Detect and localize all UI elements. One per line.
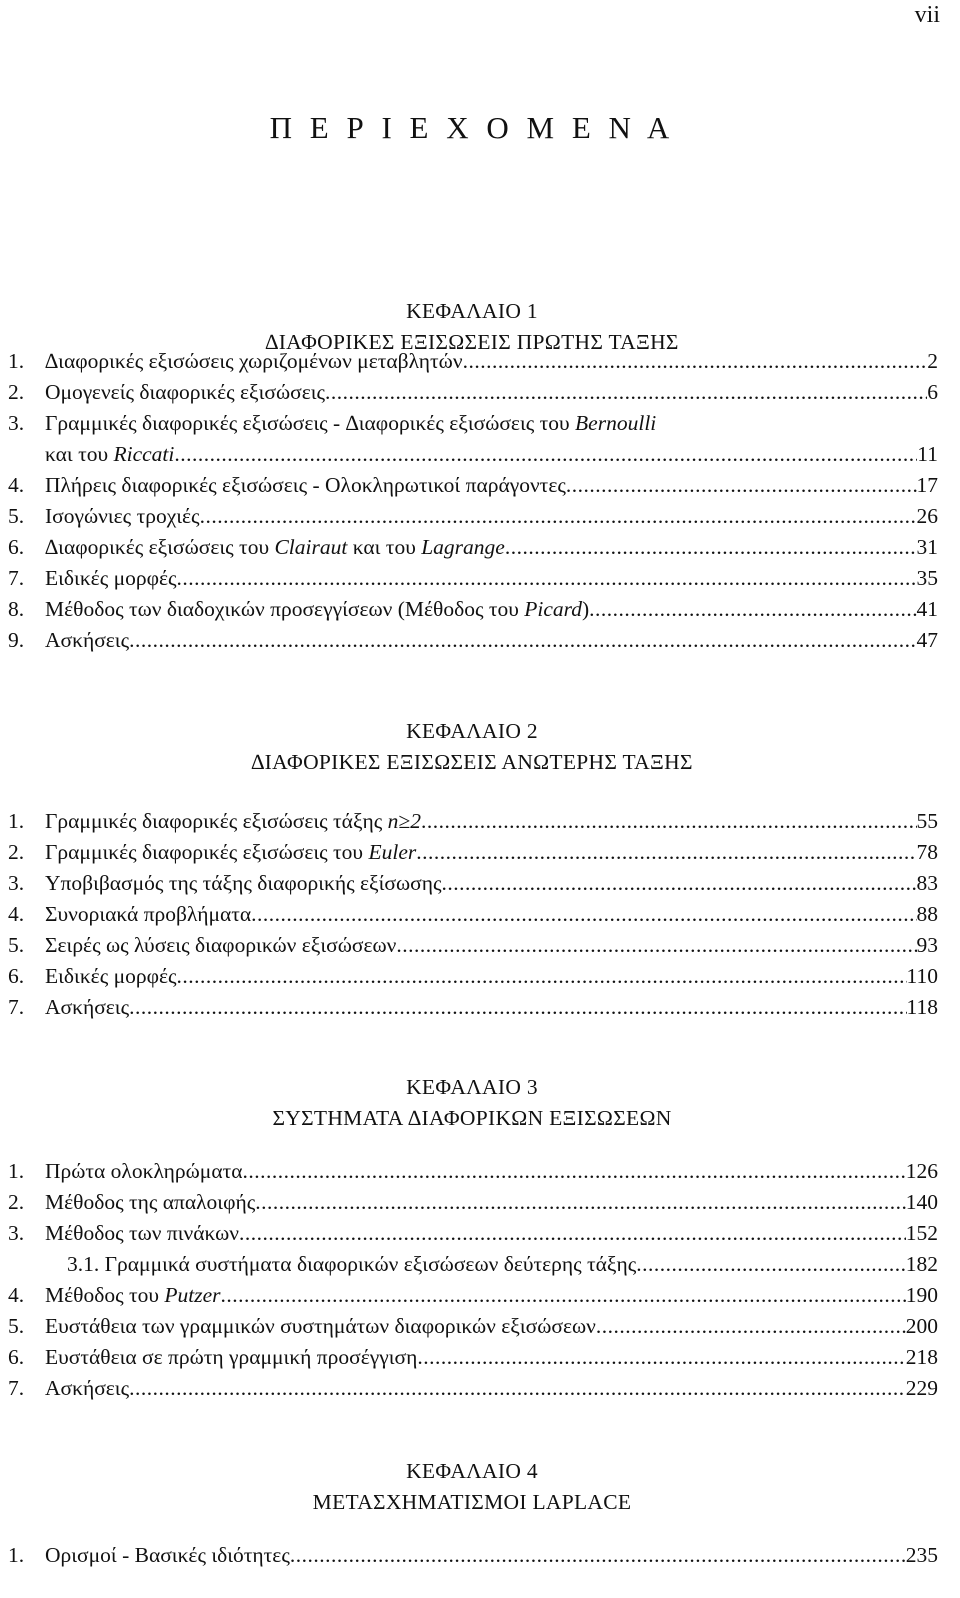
toc-entry-body bbox=[45, 868, 938, 899]
toc-entry-page: 31 bbox=[916, 535, 938, 559]
toc-entry-body bbox=[45, 625, 938, 656]
toc-entry-page: 2 bbox=[927, 349, 938, 373]
toc-entry-page: 6 bbox=[927, 380, 938, 404]
toc-entry-title-italic: Lagrange bbox=[421, 535, 505, 559]
toc-entry-title bbox=[45, 563, 177, 594]
toc-entry-number: 8. bbox=[8, 597, 25, 621]
toc-list-chapter-2 bbox=[8, 806, 938, 1023]
toc-entry-title-italic: Putzer bbox=[164, 1283, 221, 1307]
toc-entry-page: 93 bbox=[916, 933, 938, 957]
toc-entry-body bbox=[45, 992, 938, 1023]
toc-entry-page: 78 bbox=[916, 840, 938, 864]
toc-entry bbox=[8, 899, 938, 930]
toc-entry-title bbox=[45, 1373, 129, 1404]
toc-entry-number: 9. bbox=[8, 628, 25, 652]
toc-entry-number: 5. bbox=[8, 504, 25, 528]
toc-entry-page: 235 bbox=[905, 1543, 938, 1567]
toc-entry bbox=[8, 1342, 938, 1373]
toc-entry-number: 1. bbox=[8, 809, 25, 833]
toc-entry-title bbox=[45, 594, 589, 625]
toc-entry bbox=[8, 930, 938, 961]
toc-entry bbox=[8, 625, 938, 656]
toc-entry-number: 3. bbox=[8, 411, 25, 435]
toc-entry-number: 3. bbox=[8, 1221, 25, 1245]
toc-entry-title-text: Πρώτα ολοκληρώματα bbox=[45, 1159, 243, 1183]
toc-entry-body bbox=[45, 899, 938, 930]
toc-entry-number: 5. bbox=[8, 1314, 25, 1338]
chapter-name: ∆ΙΑΦΟΡΙΚΕΣ ΕΞΙΣΩΣΕΙΣ ΑΝΩΤΕΡΗΣ ΤΑΞΗΣ bbox=[251, 750, 693, 774]
toc-dot-leader bbox=[200, 501, 917, 532]
toc-entry bbox=[8, 806, 938, 837]
toc-entry-title-text: Μέθοδος των διαδοχικών προσεγγίσεων (Μέθοδος του bbox=[45, 597, 525, 621]
toc-entry-number: 7. bbox=[8, 1376, 25, 1400]
toc-entry-number: 1. bbox=[8, 1543, 25, 1567]
toc-entry bbox=[8, 1187, 938, 1218]
toc-entry-body bbox=[45, 377, 938, 408]
toc-entry-title-italic: Clairaut bbox=[274, 535, 348, 559]
toc-entry-title bbox=[67, 1249, 636, 1280]
toc-entry-number: 5. bbox=[8, 933, 25, 957]
toc-entry bbox=[8, 1249, 938, 1280]
toc-entry-body bbox=[45, 961, 938, 992]
toc-entry bbox=[8, 1280, 938, 1311]
toc-dot-leader bbox=[221, 1280, 906, 1311]
toc-entry bbox=[8, 377, 938, 408]
toc-dot-leader bbox=[129, 625, 916, 656]
toc-entry bbox=[8, 992, 938, 1023]
toc-list-chapter-4 bbox=[8, 1540, 938, 1571]
toc-entry-body bbox=[45, 1156, 938, 1187]
toc-entry-title-text: Μέθοδος των πινάκων bbox=[45, 1221, 239, 1245]
toc-entry-number: 4. bbox=[8, 473, 25, 497]
toc-dot-leader bbox=[566, 470, 917, 501]
toc-entry-body bbox=[45, 1342, 938, 1373]
toc-entry bbox=[8, 1373, 938, 1404]
toc-entry-title bbox=[45, 532, 505, 563]
toc-entry-number: 7. bbox=[8, 566, 25, 590]
toc-dot-leader bbox=[177, 961, 907, 992]
toc-entry-page: 126 bbox=[905, 1159, 938, 1183]
toc-entry-title bbox=[45, 439, 174, 470]
toc-entry-title bbox=[45, 868, 442, 899]
chapter-name: ΜΕΤΑΣΧΗΜΑΤΙΣΜΟΙ LAPLACE bbox=[312, 1490, 632, 1514]
toc-entry bbox=[8, 1540, 938, 1571]
toc-entry-body bbox=[45, 1187, 938, 1218]
toc-entry-title-text: και του bbox=[45, 442, 114, 466]
toc-entry-title-text: Ασκήσεις bbox=[45, 628, 130, 652]
toc-entry-page: 218 bbox=[905, 1345, 938, 1369]
toc-dot-leader bbox=[129, 992, 906, 1023]
toc-entry-page: 152 bbox=[905, 1221, 938, 1245]
toc-entry-title bbox=[45, 1280, 221, 1311]
toc-entry-title-text: και του bbox=[347, 535, 422, 559]
toc-entry-body bbox=[45, 532, 938, 563]
toc-entry-page: 26 bbox=[916, 504, 938, 528]
toc-entry bbox=[8, 408, 938, 439]
toc-entry bbox=[8, 563, 938, 594]
toc-entry-title-text: Γραμμικές διαφορικές εξισώσεις τάξης bbox=[45, 809, 388, 833]
toc-entry bbox=[8, 961, 938, 992]
toc-entry-page: 11 bbox=[917, 442, 938, 466]
toc-entry-number: 2. bbox=[8, 840, 25, 864]
toc-dot-leader bbox=[251, 899, 916, 930]
toc-entry-title bbox=[45, 470, 566, 501]
toc-dot-leader bbox=[589, 594, 916, 625]
toc-entry-title-text: 3.1. Γραμμικά συστήματα διαφορικών εξισώσεων δεύτερης τάξης bbox=[67, 1252, 637, 1276]
toc-entry-title bbox=[45, 501, 200, 532]
toc-dot-leader bbox=[396, 930, 916, 961]
toc-entry-page: 35 bbox=[916, 566, 938, 590]
toc-entry-number: 4. bbox=[8, 902, 25, 926]
toc-entry-page: 41 bbox=[916, 597, 938, 621]
chapter-name: ΣΥΣΤΗΜΑΤΑ ∆ΙΑΦΟΡΙΚΩΝ ΕΞΙΣΩΣΕΩΝ bbox=[272, 1106, 672, 1130]
toc-entry-page: 118 bbox=[906, 995, 938, 1019]
toc-entry-body bbox=[45, 439, 938, 470]
toc-dot-leader bbox=[255, 1187, 906, 1218]
toc-entry-number: 6. bbox=[8, 535, 25, 559]
toc-dot-leader bbox=[325, 377, 927, 408]
toc-dot-leader bbox=[129, 1373, 906, 1404]
toc-entry-body bbox=[45, 1373, 938, 1404]
toc-entry-body bbox=[45, 501, 938, 532]
toc-dot-leader bbox=[463, 346, 928, 377]
toc-entry-page: 110 bbox=[906, 964, 938, 988]
toc-entry-title bbox=[45, 930, 396, 961]
toc-entry-page: 140 bbox=[905, 1190, 938, 1214]
toc-entry bbox=[8, 470, 938, 501]
toc-entry-body bbox=[45, 806, 938, 837]
toc-entry-body bbox=[45, 594, 938, 625]
toc-entry-number: 7. bbox=[8, 995, 25, 1019]
toc-entry-number: 4. bbox=[8, 1283, 25, 1307]
toc-list-chapter-3 bbox=[8, 1156, 938, 1404]
toc-entry bbox=[8, 1156, 938, 1187]
toc-entry-title-text: Υποβιβασμός της τάξης διαφορικής εξίσωσης bbox=[45, 871, 442, 895]
toc-dot-leader bbox=[416, 837, 916, 868]
toc-entry-title-text: Ευστάθεια σε πρώτη γραμμική προσέγγιση bbox=[45, 1345, 418, 1369]
page-number: vii bbox=[914, 2, 940, 28]
chapter-label: ΚΕΦΑΛΑΙΟ 3 bbox=[406, 1075, 538, 1099]
toc-entry-title-text: Πλήρεις διαφορικές εξισώσεις - Ολοκληρωτικοί παράγοντες bbox=[45, 473, 566, 497]
toc-dot-leader bbox=[417, 1342, 905, 1373]
toc-entry-number: 3. bbox=[8, 871, 25, 895]
toc-entry-title bbox=[45, 992, 129, 1023]
toc-entry-body bbox=[67, 1249, 938, 1280]
toc-entry-body bbox=[45, 470, 938, 501]
toc-entry-page: 190 bbox=[905, 1283, 938, 1307]
toc-entry-title-text: Σειρές ως λύσεις διαφορικών εξισώσεων bbox=[45, 933, 397, 957]
toc-entry-title-text: Ισογώνιες τροχιές bbox=[45, 504, 200, 528]
toc-entry-number: 6. bbox=[8, 964, 25, 988]
toc-dot-leader bbox=[177, 563, 917, 594]
toc-entry-title bbox=[45, 806, 421, 837]
toc-entry-number: 1. bbox=[8, 1159, 25, 1183]
toc-entry bbox=[8, 868, 938, 899]
toc-entry-title-text: Ορισμοί - Βασικές ιδιότητες bbox=[45, 1543, 290, 1567]
chapter-heading-4 bbox=[0, 1456, 944, 1518]
chapter-label: ΚΕΦΑΛΑΙΟ 1 bbox=[406, 299, 538, 323]
toc-list-chapter-1 bbox=[8, 346, 938, 656]
toc-entry-title-text: Γραμμικές διαφορικές εξισώσεις - ∆ιαφορικές εξισώσεις του bbox=[45, 411, 576, 435]
toc-entry-title bbox=[45, 346, 463, 377]
toc-entry-title-text: Ασκήσεις bbox=[45, 995, 130, 1019]
toc-entry-title-text: Ειδικές μορφές bbox=[45, 964, 177, 988]
toc-entry-page: 47 bbox=[916, 628, 938, 652]
toc-entry-body bbox=[45, 930, 938, 961]
toc-dot-leader bbox=[239, 1218, 906, 1249]
toc-entry-number: 2. bbox=[8, 1190, 25, 1214]
toc-entry-body bbox=[45, 408, 938, 439]
toc-entry-title-text: Ομογενείς διαφορικές εξισώσεις bbox=[45, 380, 326, 404]
toc-entry-body bbox=[45, 1218, 938, 1249]
toc-entry-title-text: Ειδικές μορφές bbox=[45, 566, 177, 590]
toc-entry bbox=[8, 837, 938, 868]
toc-entry-title-text: Μέθοδος της απαλοιφής bbox=[45, 1190, 256, 1214]
toc-entry bbox=[8, 594, 938, 625]
toc-entry-number: 6. bbox=[8, 1345, 25, 1369]
toc-entry-title bbox=[45, 961, 177, 992]
toc-dot-leader bbox=[243, 1156, 906, 1187]
toc-entry bbox=[8, 532, 938, 563]
toc-entry-title-text: ∆ιαφορικές εξισώσεις χωριζομένων μεταβλητών bbox=[45, 349, 463, 373]
toc-entry bbox=[8, 501, 938, 532]
toc-entry-page: 83 bbox=[916, 871, 938, 895]
toc-dot-leader bbox=[421, 806, 917, 837]
toc-entry-title-text: Μέθοδος του bbox=[45, 1283, 165, 1307]
toc-entry-title bbox=[45, 1311, 596, 1342]
toc-entry-page: 182 bbox=[905, 1252, 938, 1276]
toc-entry-title bbox=[45, 899, 251, 930]
toc-dot-leader bbox=[596, 1311, 906, 1342]
toc-dot-leader bbox=[290, 1540, 906, 1571]
toc-entry-title-text: Ασκήσεις bbox=[45, 1376, 130, 1400]
chapter-heading-3 bbox=[0, 1072, 944, 1134]
toc-entry-title bbox=[45, 625, 129, 656]
toc-entry bbox=[8, 346, 938, 377]
toc-entry-title bbox=[45, 1218, 239, 1249]
toc-entry-title-text: ∆ιαφορικές εξισώσεις του bbox=[45, 535, 275, 559]
toc-dot-leader bbox=[636, 1249, 905, 1280]
toc-entry-number: 2. bbox=[8, 380, 25, 404]
toc-entry-title-text: Γραμμικές διαφορικές εξισώσεις του bbox=[45, 840, 369, 864]
toc-entry-page: 55 bbox=[916, 809, 938, 833]
toc-entry-body bbox=[45, 1540, 938, 1571]
toc-entry-number: 1. bbox=[8, 349, 25, 373]
toc-entry-title bbox=[45, 1156, 243, 1187]
toc-entry-title bbox=[45, 377, 325, 408]
toc-entry-body bbox=[45, 1280, 938, 1311]
toc-entry-title-italic: Euler bbox=[368, 840, 417, 864]
toc-entry-title-text: Συνοριακά προβλήματα bbox=[45, 902, 252, 926]
toc-entry bbox=[8, 439, 938, 470]
toc-entry-title-italic: Picard bbox=[524, 597, 582, 621]
toc-entry-title bbox=[45, 1342, 417, 1373]
toc-entry bbox=[8, 1311, 938, 1342]
toc-entry-title-italic: n≥2 bbox=[387, 809, 421, 833]
toc-entry-title-italic: Riccati bbox=[113, 442, 175, 466]
toc-entry-title-text: Ευστάθεια των γραμμικών συστημάτων διαφορικών εξισώσεων bbox=[45, 1314, 596, 1338]
chapter-label: ΚΕΦΑΛΑΙΟ 2 bbox=[406, 719, 538, 743]
toc-entry-page: 229 bbox=[905, 1376, 938, 1400]
chapter-name: ∆ΙΑΦΟΡΙΚΕΣ ΕΞΙΣΩΣΕΙΣ ΠΡΩΤΗΣ ΤΑΞΗΣ bbox=[265, 330, 679, 354]
toc-entry-title bbox=[45, 1187, 255, 1218]
toc-entry-title bbox=[45, 1540, 290, 1571]
toc-entry-body bbox=[45, 346, 938, 377]
toc-entry-page: 17 bbox=[916, 473, 938, 497]
page-title: Π Ε Ρ Ι Ε Χ Ο Μ Ε Ν Α bbox=[269, 110, 675, 145]
toc-entry-title-text: ) bbox=[582, 597, 590, 621]
toc-entry-body bbox=[45, 837, 938, 868]
chapter-heading-2 bbox=[0, 716, 944, 778]
toc-entry-body bbox=[45, 1311, 938, 1342]
toc-entry-title bbox=[45, 408, 656, 439]
toc-dot-leader bbox=[505, 532, 917, 563]
toc-entry-page: 88 bbox=[916, 902, 938, 926]
toc-entry-title bbox=[45, 837, 416, 868]
chapter-label: ΚΕΦΑΛΑΙΟ 4 bbox=[406, 1459, 538, 1483]
toc-entry bbox=[8, 1218, 938, 1249]
toc-dot-leader bbox=[174, 439, 917, 470]
toc-entry-body bbox=[45, 563, 938, 594]
toc-entry-page: 200 bbox=[905, 1314, 938, 1338]
toc-entry-title-italic: Bernoulli bbox=[575, 411, 657, 435]
toc-dot-leader bbox=[442, 868, 917, 899]
